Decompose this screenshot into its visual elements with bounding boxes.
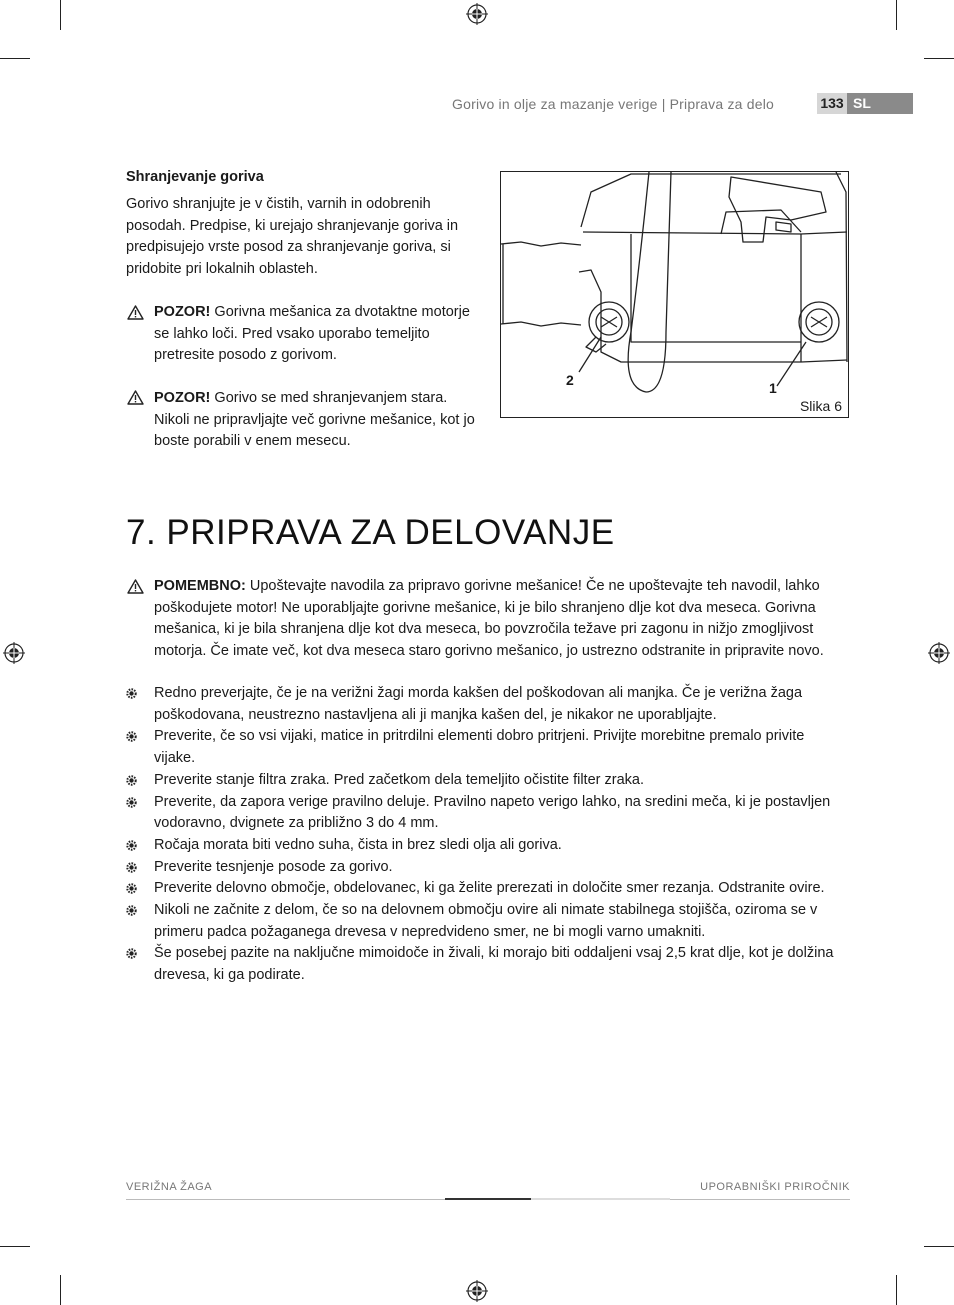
crop-mark xyxy=(924,1246,954,1247)
list-item: Še posebej pazite na naključne mimoidoče in živali, ki morajo biti oddaljeni vsaj 2,5 krat dlje, kot je dolžina drevesa, ki ga podirate. xyxy=(126,943,846,986)
language-tab: SL xyxy=(847,93,913,114)
figure-label-1: 1 xyxy=(769,380,777,396)
gear-bullet-icon xyxy=(126,948,137,959)
list-item: Preverite tesnjenje posode za gorivo. xyxy=(126,857,846,879)
page-number: 133 xyxy=(817,93,847,114)
important-label: POMEMBNO: xyxy=(154,578,246,594)
gear-bullet-icon xyxy=(126,797,137,808)
chainsaw-illustration xyxy=(501,172,849,418)
gear-bullet-icon xyxy=(126,688,137,699)
list-item: Preverite, da zapora verige pravilno deluje. Pravilno napeto verigo lahko, na sredini meča, ki je postavljen vodoravno, dvignete za približno 3 do 4 mm. xyxy=(126,792,846,835)
gear-bullet-icon xyxy=(126,840,137,851)
crop-mark xyxy=(896,0,897,30)
footer-divider-accent xyxy=(445,1198,531,1200)
crop-mark xyxy=(924,58,954,59)
list-item: Preverite delovno območje, obdelovanec, ki ga želite prerezati in določite smer rezanja. Odstranite ovire. xyxy=(126,878,846,900)
warning-2-text: Gorivo se med shranjevanjem stara. Nikoli ne pripravljajte več gorivne mešanice, kot jo boste porabili v enem mesecu. xyxy=(154,390,475,449)
footer-manual: UPORABNIŠKI PRIROČNIK xyxy=(700,1181,850,1193)
figure-label-2: 2 xyxy=(566,372,574,388)
crop-mark xyxy=(0,1246,30,1247)
gear-bullet-icon xyxy=(126,905,137,916)
warning-2-label: POZOR! xyxy=(154,390,211,406)
crop-mark xyxy=(60,0,61,30)
gear-bullet-icon xyxy=(126,862,137,873)
crop-mark xyxy=(60,1275,61,1305)
figure-caption: Slika 6 xyxy=(799,398,842,414)
storage-paragraph: Gorivo shranjujte je v čistih, varnih in odobrenih posodah. Predpise, ki urejajo shranjevanje goriva in predpisujejo vrste posod za shranjevanje goriva, si pridobite pri lokalnih oblasteh. xyxy=(126,196,459,277)
gear-bullet-icon xyxy=(126,775,137,786)
list-item: Nikoli ne začnite z delom, če so na delovnem območju ovire ali nimate stabilnega stojišča, oziroma se v primeru padca požaganega drevesa v nepredvideno smer, ne bi mogli varno umakniti. xyxy=(126,900,846,943)
important-note xyxy=(154,576,844,662)
list-item: Redno preverjajte, če je na verižni žagi morda kakšen del poškodovan ali manjka. Če je verižna žaga poškodovana, neustrezno nastavljena ali ji manjka kašen del, je nikakor ne uporabljajte. xyxy=(126,683,846,726)
footer-product: VERIŽNA ŽAGA xyxy=(126,1181,213,1193)
crop-mark xyxy=(0,58,30,59)
gear-bullet-icon xyxy=(126,731,137,742)
crop-mark xyxy=(896,1275,897,1305)
storage-heading: Shranjevanje goriva xyxy=(126,169,264,185)
footer-divider-accent xyxy=(531,1198,670,1200)
running-header: Gorivo in olje za mazanje verige | Priprava za delo xyxy=(452,96,774,112)
gear-bullet-icon xyxy=(126,883,137,894)
warning-icon xyxy=(127,305,144,320)
warning-icon xyxy=(127,579,144,594)
warning-1 xyxy=(154,302,484,367)
registration-mark-icon xyxy=(928,642,950,664)
registration-mark-icon xyxy=(466,3,488,25)
list-item: Ročaja morata biti vedno suha, čista in brez sledi olja ali goriva. xyxy=(126,835,846,857)
warning-icon xyxy=(127,390,144,405)
list-item: Preverite, če so vsi vijaki, matice in pritrdilni elementi dobro pritrjeni. Privijte morebitne premalo privite vijake. xyxy=(126,726,846,769)
registration-mark-icon xyxy=(3,642,25,664)
list-item: Preverite stanje filtra zraka. Pred začetkom dela temeljito očistite filter zraka. xyxy=(126,770,846,792)
warning-2 xyxy=(154,388,484,453)
figure-chainsaw-caps xyxy=(500,171,849,418)
section-title: 7. PRIPRAVA ZA DELOVANJE xyxy=(126,513,615,552)
registration-mark-icon xyxy=(466,1280,488,1302)
checklist xyxy=(126,683,846,987)
warning-1-text: Gorivna mešanica za dvotaktne motorje se lahko loči. Pred vsako uporabo temeljito pretresite posodo z gorivom. xyxy=(154,304,470,363)
warning-1-label: POZOR! xyxy=(154,304,211,320)
important-text: Upoštevajte navodila za pripravo gorivne mešanice! Če ne upoštevajte teh navodil, lahko poškodujete motor! Ne uporabljajte gorivne mešanice, ki je bilo shranjeno dlje kot dva meseca. Gorivna mešanica, ki je bila shranjena dlje kot dva meseca, bo povzročila težave pri zagonu in nižjo zmogljivost motorja. Če imate več, kot dva meseca staro gorivno mešanico, jo ustrezno odstranite in pripravite novo. xyxy=(154,578,824,659)
